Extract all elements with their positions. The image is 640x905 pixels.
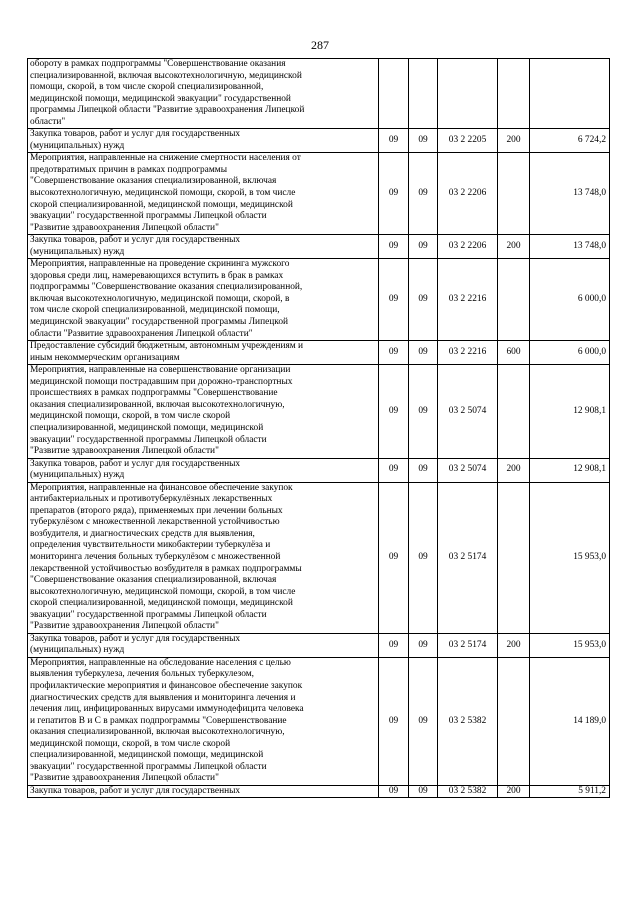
description-line: медицинской помощи, медицинской эвакуации" государственной [30,93,291,104]
amount: 12 908,1 [530,365,610,458]
target-article-code: 03 2 2216 [438,341,498,365]
section-code: 09 [379,129,409,153]
description-line: эвакуации" государственной программы Липецкой области [30,434,267,445]
description-line: медицинской эвакуации" государственной программы Липецкой [30,317,289,328]
subsection-code: 09 [409,365,438,458]
table-row [28,633,610,657]
description-line: области" [30,116,66,127]
description-line: (муниципальных) нужд [30,140,125,151]
table-row [28,657,610,785]
row-description [28,341,379,365]
table-row [28,129,610,153]
row-description [28,633,379,657]
description-line: Закупка товаров, работ и услуг для государственных [30,129,241,140]
target-article-code: 03 2 2205 [438,129,498,153]
description-line: туберкулёзом с множественной лекарственной устойчивостью [30,517,280,528]
description-line: иным некоммерческим организациям [30,352,180,363]
description-line: оказания специализированной, включая высокотехнологичную, [30,399,285,410]
subsection-code: 09 [409,458,438,482]
row-description [28,785,379,798]
description-line: Закупка товаров, работ и услуг для государственных [30,458,241,469]
description-line: оказания специализированной, включая высокотехнологичную, [30,727,285,738]
target-article-code: 03 2 2206 [438,153,498,235]
amount: 12 908,1 [530,458,610,482]
row-description [28,235,379,259]
section-code: 09 [379,365,409,458]
amount: 5 911,2 [530,785,610,798]
description-line: Мероприятия, направленные на снижение смертности населения от [30,153,301,164]
description-line: области "Развитие здравоохранения Липецкой области" [30,328,253,339]
subsection-code: 09 [409,482,438,633]
section-code: 09 [379,482,409,633]
expense-type-code [498,365,530,458]
section-code: 09 [379,259,409,341]
row-description [28,259,379,341]
description-line: "Развитие здравоохранения Липецкой области" [30,446,219,457]
subsection-code: 09 [409,657,438,785]
description-line: здоровья среди лиц, намеревающихся вступить в брак в рамках [30,270,284,281]
description-line: медицинской помощи, скорой, в том числе скорой [30,738,231,749]
table-row [28,59,610,129]
description-line: "Развитие здравоохранения Липецкой области" [30,621,219,632]
table-row [28,259,610,341]
description-line: (муниципальных) нужд [30,246,125,257]
description-line: эвакуации" государственной программы Липецкой области [30,761,267,772]
description-line: "Совершенствование оказания специализированной, включая [30,176,277,187]
subsection-code: 09 [409,259,438,341]
table-row [28,458,610,482]
description-line: подпрограммы "Совершенствование оказания специализированной, [30,282,303,293]
section-code: 09 [379,458,409,482]
table-row [28,365,610,458]
description-line: лекарственной устойчивостью возбудителя в рамках подпрограммы [30,563,302,574]
target-article-code: 03 2 5382 [438,657,498,785]
table-row [28,341,610,365]
description-line: диагностических средств для выявления и мониторинга лечения и [30,692,296,703]
row-description [28,657,379,785]
subsection-code: 09 [409,153,438,235]
description-line: специализированной, медицинской помощи, медицинской [30,422,264,433]
expense-type-code [498,59,530,129]
description-line: и гепатитов В и С в рамках подпрограммы "Совершенствование [30,715,287,726]
expense-type-code [498,657,530,785]
table-row [28,153,610,235]
table-row [28,235,610,259]
section-code: 09 [379,235,409,259]
target-article-code: 03 2 2216 [438,259,498,341]
expense-type-code: 200 [498,633,530,657]
expense-type-code [498,482,530,633]
description-line: том числе скорой специализированной, медицинской помощи, [30,305,280,316]
description-line: высокотехнологичную, медицинской помощи, скорой, в том числе [30,188,296,199]
description-line: специализированной, медицинской помощи, медицинской [30,750,264,761]
description-line: помощи, скорой, в том числе скорой специализированной, [30,82,264,93]
section-code: 09 [379,785,409,798]
amount: 15 953,0 [530,482,610,633]
description-line: Мероприятия, направленные на проведение скрининга мужского [30,259,290,270]
row-description [28,153,379,235]
description-line: Закупка товаров, работ и услуг для государственных [30,235,241,246]
description-line: скорой специализированной, медицинской помощи, медицинской [30,199,293,210]
description-line: специализированной, включая высокотехнологичную, медицинской [30,70,302,81]
description-line: препаратов (второго ряда), применяемых при лечении больных [30,505,283,516]
description-line: программы Липецкой области "Развитие здравоохранения Липецкой [30,105,305,116]
description-line: обороту в рамках подпрограммы "Совершенствование оказания [30,59,286,69]
amount [530,59,610,129]
description-line: эвакуации" государственной программы Липецкой области [30,211,267,222]
expense-type-code [498,153,530,235]
budget-table-body [28,59,610,798]
row-description [28,482,379,633]
target-article-code: 03 2 5382 [438,785,498,798]
budget-table [27,58,610,798]
description-line: "Совершенствование оказания специализированной, включая [30,575,277,586]
description-line: высокотехнологичную, медицинской помощи, скорой, в том числе [30,586,296,597]
subsection-code [409,59,438,129]
expense-type-code [498,259,530,341]
expense-type-code: 600 [498,341,530,365]
description-line: определения чувствительности микобактерии туберкулёза и [30,540,271,551]
expense-type-code: 200 [498,235,530,259]
target-article-code: 03 2 5174 [438,633,498,657]
description-line: (муниципальных) нужд [30,645,125,656]
amount: 6 000,0 [530,341,610,365]
target-article-code: 03 2 5074 [438,365,498,458]
section-code: 09 [379,341,409,365]
section-code: 09 [379,657,409,785]
description-line: выявления туберкулеза, лечения больных туберкулезом, [30,669,255,680]
description-line: скорой специализированной, медицинской помощи, медицинской [30,598,293,609]
description-line: "Развитие здравоохранения Липецкой области" [30,222,219,233]
description-line: возбудителя, и диагностических средств для выявления, [30,528,255,539]
description-line: (муниципальных) нужд [30,470,125,481]
subsection-code: 09 [409,633,438,657]
description-line: Предоставление субсидий бюджетным, автономным учреждениям и [30,341,304,352]
expense-type-code: 200 [498,785,530,798]
target-article-code [438,59,498,129]
amount: 14 189,0 [530,657,610,785]
subsection-code: 09 [409,785,438,798]
row-description [28,129,379,153]
subsection-code: 09 [409,129,438,153]
row-description [28,365,379,458]
description-line: Мероприятия, направленные на совершенствование организации [30,365,291,376]
section-code: 09 [379,153,409,235]
target-article-code: 03 2 2206 [438,235,498,259]
description-line: включая высокотехнологичную, медицинской помощи, скорой, в [30,293,290,304]
description-line: профилактические мероприятия и финансовое обеспечение закупок [30,680,303,691]
description-line: предотвратимых причин в рамках подпрограммы [30,164,228,175]
subsection-code: 09 [409,341,438,365]
description-line: Закупка товаров, работ и услуг для государственных [30,633,241,644]
description-line: "Развитие здравоохранения Липецкой области" [30,773,219,784]
description-line: медицинской помощи пострадавшим при дорожно-транспортных [30,376,293,387]
section-code [379,59,409,129]
expense-type-code: 200 [498,458,530,482]
amount: 6 724,2 [530,129,610,153]
amount: 13 748,0 [530,153,610,235]
page-number: 287 [311,38,329,52]
amount: 13 748,0 [530,235,610,259]
description-line: Мероприятия, направленные на обследование населения с целью [30,657,291,668]
table-row [28,482,610,633]
expense-type-code: 200 [498,129,530,153]
row-description [28,59,379,129]
target-article-code: 03 2 5174 [438,482,498,633]
description-line: Закупка товаров, работ и услуг для государственных [30,785,241,796]
description-line: лечения лиц, инфицированных вирусами иммунодефицита человека [30,704,304,715]
amount: 6 000,0 [530,259,610,341]
description-line: происшествиях в рамках подпрограммы "Совершенствование [30,388,278,399]
description-line: антибактериальных и противотуберкулёзных лекарственных [30,494,273,505]
description-line: медицинской помощи, скорой, в том числе скорой [30,411,231,422]
amount: 15 953,0 [530,633,610,657]
table-row [28,785,610,798]
description-line: эвакуации" государственной программы Липецкой области [30,609,267,620]
section-code: 09 [379,633,409,657]
target-article-code: 03 2 5074 [438,458,498,482]
description-line: мониторинга лечения больных туберкулёзом с множественной [30,551,281,562]
row-description [28,458,379,482]
subsection-code: 09 [409,235,438,259]
description-line: Мероприятия, направленные на финансовое обеспечение закупок [30,482,293,493]
